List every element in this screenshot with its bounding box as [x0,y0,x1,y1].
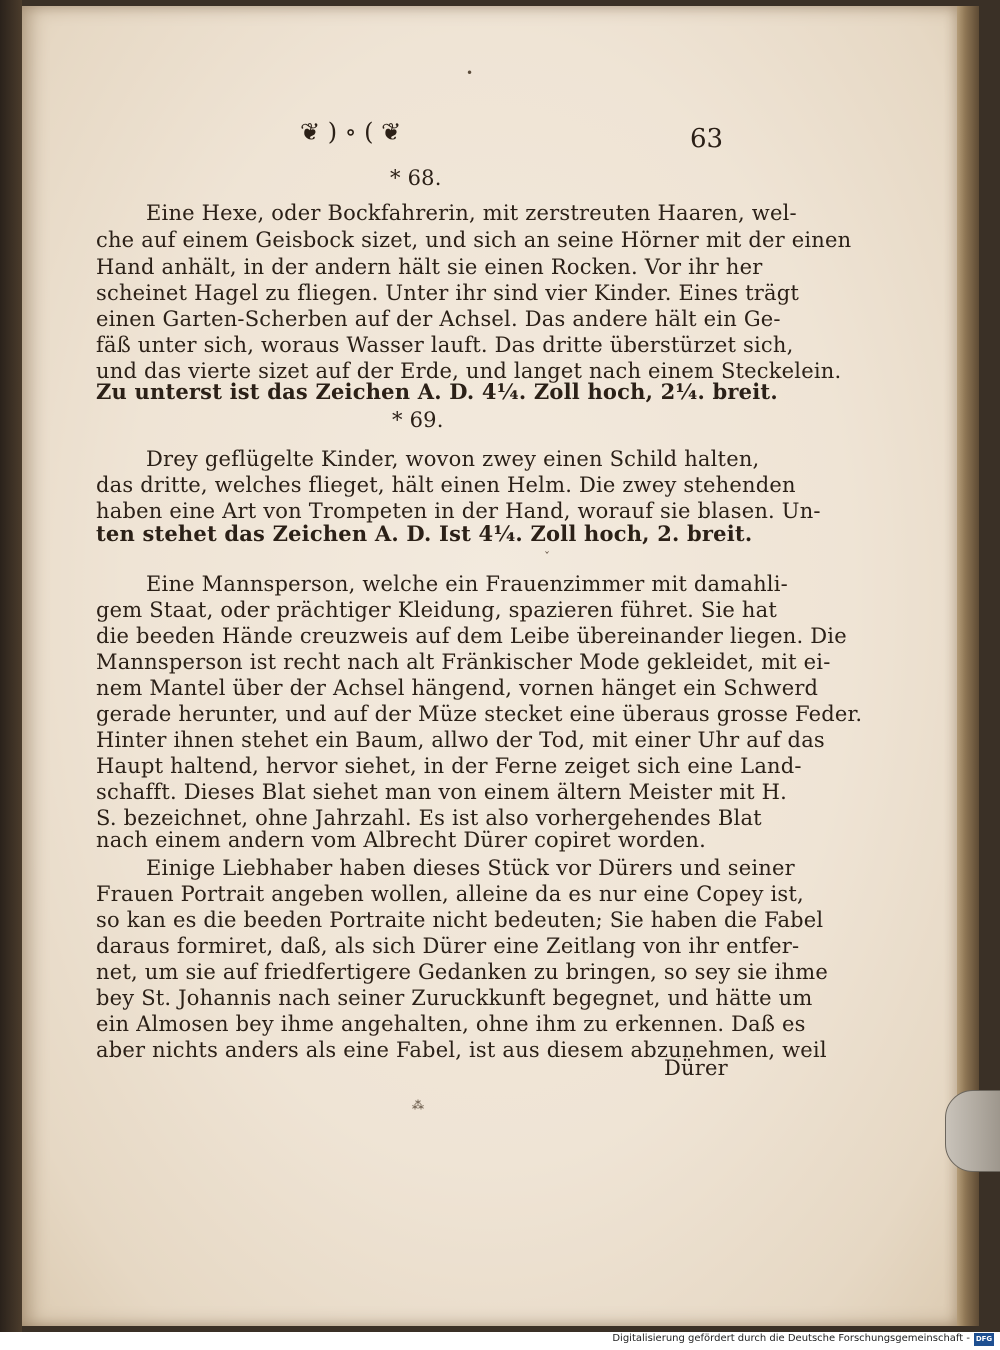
text-line: nem Mantel über der Achsel hängend, vornen hänget ein Schwerd [96,676,819,700]
text-line: fäß unter sich, woraus Wasser lauft. Das dritte überstürzet sich, [96,333,794,357]
text-line: Einige Liebhaber haben dieses Stück vor Dürers und seiner [146,856,795,880]
text-line: die beeden Hände creuzweis auf dem Leibe übereinander liegen. Die [96,624,847,648]
text-line: daraus formiret, daß, als sich Dürer eine Zeitlang von ihr entfer- [96,934,800,958]
text-line: haben eine Art von Trompeten in der Hand, worauf sie blasen. Un- [96,499,821,523]
header-ornament: ❦ ) ∘ ( ❦ [300,118,402,146]
page-clip [945,1090,1000,1172]
text-line: Frauen Portrait angeben wollen, alleine da es nur eine Copey ist, [96,882,804,906]
text-line: bey St. Johannis nach seiner Zuruckkunft begegnet, und hätte um [96,986,813,1010]
section-heading: * 69. [392,408,444,432]
dfg-logo: DFG [974,1333,994,1346]
book-binding [0,0,22,1332]
text-line: Zu unterst ist das Zeichen A. D. 4¼. Zoll hoch, 2¼. breit. [96,379,778,404]
catchword: Dürer [664,1056,728,1080]
ink-speck: ˇ [544,550,550,564]
text-line: so kan es die beeden Portraite nicht bedeuten; Sie haben die Fabel [96,908,824,932]
ink-speck: • [466,66,474,80]
text-line: ten stehet das Zeichen A. D. Ist 4¼. Zoll hoch, 2. breit. [96,521,753,546]
ink-speck: ⁂ [412,1098,424,1112]
text-line: gerade herunter, und auf der Müze stecket eine überaus grosse Feder. [96,702,863,726]
text-line: gem Staat, oder prächtiger Kleidung, spazieren führet. Sie hat [96,598,777,622]
text-line: net, um sie auf friedfertigere Gedanken zu bringen, so sey sie ihme [96,960,828,984]
text-line: nach einem andern vom Albrecht Dürer copiret worden. [96,828,706,852]
text-line: Hand anhält, in der andern hält sie einen Rocken. Vor ihr her [96,255,763,279]
text-line: einen Garten-Scherben auf der Achsel. Das andere hält ein Ge- [96,307,781,331]
text-line: Hinter ihnen stehet ein Baum, allwo der Tod, mit einer Uhr auf das [96,728,825,752]
text-line: Eine Mannsperson, welche ein Frauenzimmer mit damahli- [146,572,788,596]
page-number: 63 [690,124,724,154]
section-heading: * 68. [390,166,442,190]
text-line: Eine Hexe, oder Bockfahrerin, mit zerstreuten Haaren, wel- [146,201,797,225]
text-line: Haupt haltend, hervor siehet, in der Ferne zeiget sich eine Land- [96,754,802,778]
footer-credit: Digitalisierung gefördert durch die Deutsche Forschungsgemeinschaft - [612,1333,970,1344]
text-line: aber nichts anders als eine Fabel, ist aus diesem abzunehmen, weil [96,1038,827,1062]
text-line: schafft. Dieses Blat siehet man von einem ältern Meister mit H. [96,780,788,804]
text-line: che auf einem Geisbock sizet, und sich an seine Hörner mit der einen [96,228,852,252]
text-line: ein Almosen bey ihme angehalten, ohne ihm zu erkennen. Daß es [96,1012,806,1036]
text-line: S. bezeichnet, ohne Jahrzahl. Es ist also vorhergehendes Blat [96,806,762,830]
text-line: das dritte, welches flieget, hält einen Helm. Die zwey stehenden [96,473,796,497]
text-line: scheinet Hagel zu fliegen. Unter ihr sind vier Kinder. Eines trägt [96,281,800,305]
text-line: und das vierte sizet auf der Erde, und langet nach einem Steckelein. [96,359,842,383]
text-line: Drey geflügelte Kinder, wovon zwey einen Schild halten, [146,447,760,471]
text-line: Mannsperson ist recht nach alt Fränkischer Mode gekleidet, mit ei- [96,650,831,674]
